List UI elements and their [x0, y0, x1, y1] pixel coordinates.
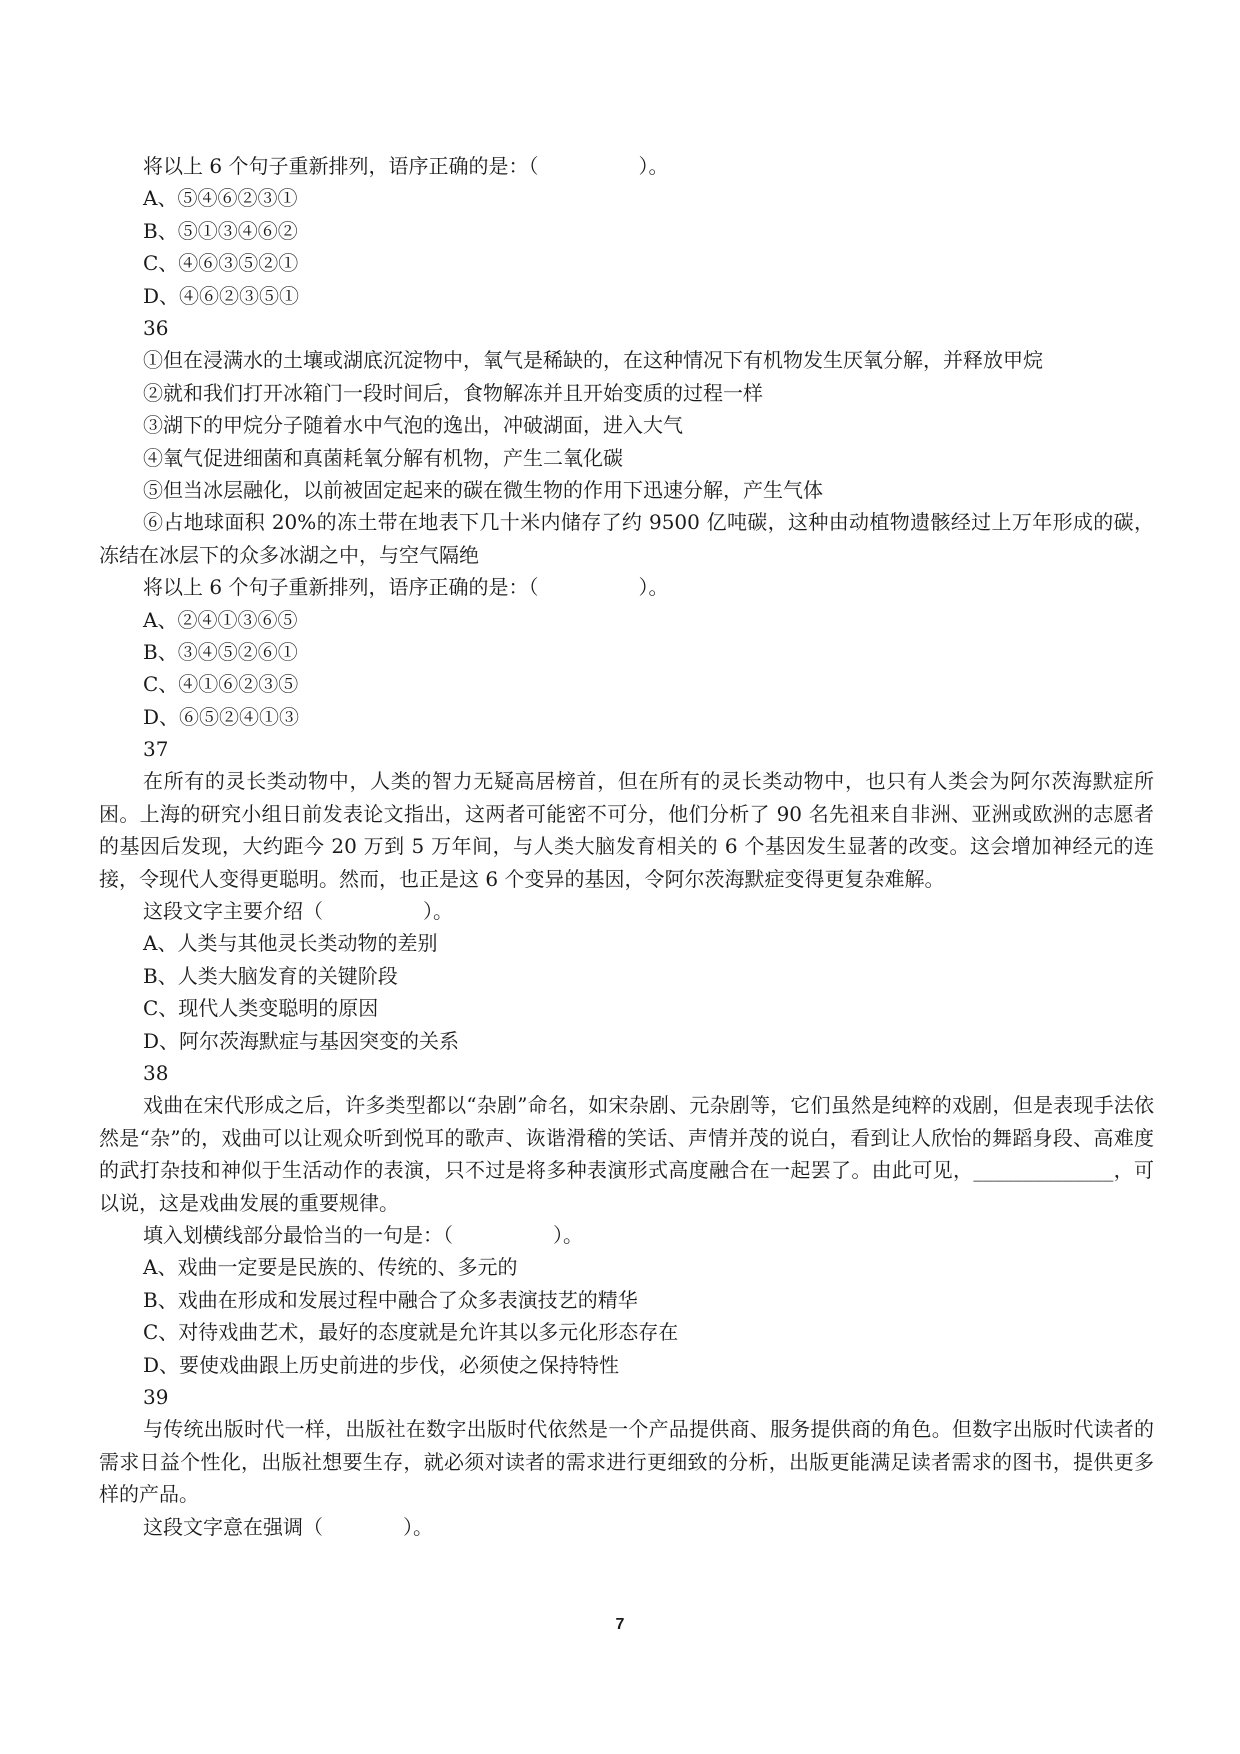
q39-passage: 与传统出版时代一样，出版社在数字出版时代依然是一个产品提供商、服务提供商的角色。但数字出版时代读者的需求日益个性化，出版社想要生存，就必须对读者的需求进行更细致的分析，出版更能满足读者需求的图书，提供更多样的产品。	[99, 1417, 1154, 1507]
q37-number: 37	[143, 737, 169, 762]
q35-option-b: B、⑤①③④⑥②	[143, 218, 298, 243]
q36-number: 36	[143, 315, 169, 340]
document-body	[99, 150, 1154, 1543]
q39-number: 39	[143, 1385, 169, 1409]
q36-option-c: C、④①⑥②③⑤	[143, 672, 299, 697]
q38-prompt: 填入划横线部分最恰当的一句是：（ ）。	[143, 1223, 583, 1248]
page-number: 7	[615, 1616, 625, 1633]
q37-passage: 在所有的灵长类动物中，人类的智力无疑高居榜首，但在所有的灵长类动物中，也只有人类会为阿尔茨海默症所困。上海的研究小组日前发表论文指出，这两者可能密不可分，他们分析了 90 名先祖来自非洲、亚洲或欧洲的志愿者的基因后发现，大约距今 20 万到 5 万年间，与人类大脑发育相关的 6 个基因发生显著的改变。这会增加神经元的连接，令现代人变得更聪明。然而，也正是这 6 个变异的基因，令阿尔茨海默症变得更复杂难解。	[99, 769, 1154, 891]
q37-option-a: A、人类与其他灵长类动物的差别	[143, 931, 438, 956]
q37-option-c: C、现代人类变聪明的原因	[143, 996, 379, 1021]
q36-sentence-3: ③湖下的甲烷分子随着水中气泡的逸出，冲破湖面，进入大气	[143, 413, 683, 438]
q35-option-a: A、⑤④⑥②③①	[143, 186, 298, 211]
q36-prompt: 将以上 6 个句子重新排列，语序正确的是：（ ）。	[143, 575, 669, 600]
q38-option-d: D、要使戏曲跟上历史前进的步伐，必须使之保持特性	[143, 1352, 620, 1377]
q36-option-d: D、⑥⑤②④①③	[143, 704, 300, 729]
q35-option-c: C、④⑥③⑤②①	[143, 251, 299, 276]
q38-number: 38	[143, 1061, 169, 1086]
q38-option-c: C、对待戏曲艺术，最好的态度就是允许其以多元化形态存在	[143, 1320, 679, 1345]
q36-sentence-1: ①但在浸满水的土壤或湖底沉淀物中，氧气是稀缺的，在这种情况下有机物发生厌氧分解，并释放甲烷	[143, 348, 1043, 373]
q37-prompt: 这段文字主要介绍（ ）。	[143, 899, 453, 924]
q35-option-d: D、④⑥②③⑤①	[143, 283, 300, 308]
q36-sentence-4: ④氧气促进细菌和真菌耗氧分解有机物，产生二氧化碳	[143, 445, 623, 470]
q38-option-a: A、戏曲一定要是民族的、传统的、多元的	[143, 1255, 518, 1280]
q36-option-a: A、②④①③⑥⑤	[143, 607, 298, 632]
q39-prompt: 这段文字意在强调（ ）。	[143, 1514, 433, 1539]
q36-sentence-6: ⑥占地球面积 20%的冻土带在地表下几十米内储存了约 9500 亿吨碳，这种由动植物遗骸经过上万年形成的碳，冻结在冰层下的众多冰湖之中，与空气隔绝	[99, 510, 1154, 567]
q37-option-d: D、阿尔茨海默症与基因突变的关系	[143, 1028, 460, 1053]
q38-passage: 戏曲在宋代形成之后，许多类型都以“杂剧”命名，如宋杂剧、元杂剧等，它们虽然是纯粹的戏剧，但是表现手法依然是“杂”的，戏曲可以让观众听到悦耳的歌声、诙谐滑稽的笑话、声情并茂的说白，看到让人欣怡的舞蹈身段、高难度的武打杂技和神似于生活动作的表演，只不过是将多种表演形式高度融合在一起罢了。由此可见，______________，可以说，这是戏曲发展的重要规律。	[99, 1093, 1154, 1215]
q37-option-b: B、人类大脑发育的关键阶段	[143, 963, 398, 988]
q35-prompt: 将以上 6 个句子重新排列，语序正确的是：（ ）。	[143, 154, 669, 178]
q36-sentence-2: ②就和我们打开冰箱门一段时间后，食物解冻并且开始变质的过程一样	[143, 380, 763, 405]
q38-option-b: B、戏曲在形成和发展过程中融合了众多表演技艺的精华	[143, 1287, 638, 1312]
q36-option-b: B、③④⑤②⑥①	[143, 639, 298, 664]
q36-sentence-5: ⑤但当冰层融化，以前被固定起来的碳在微生物的作用下迅速分解，产生气体	[143, 477, 823, 502]
